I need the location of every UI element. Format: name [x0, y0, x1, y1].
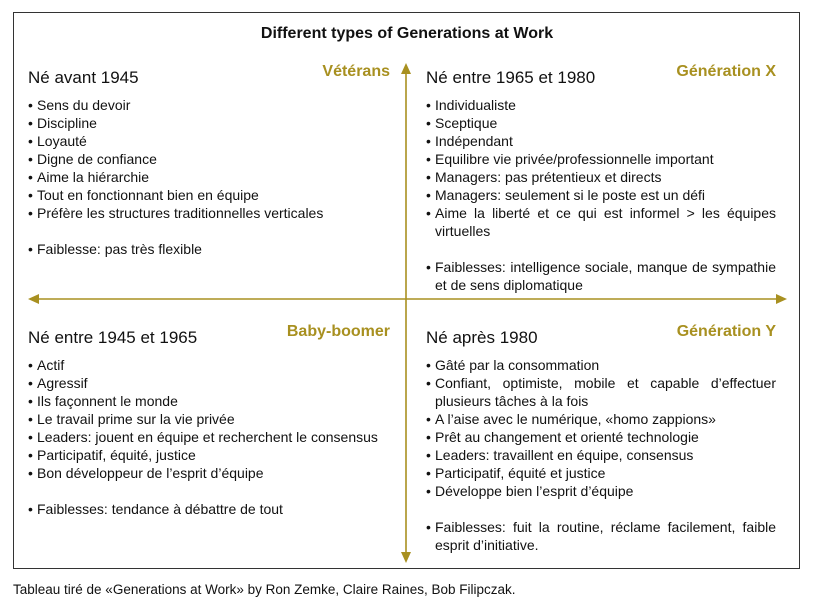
list-item: • Aime la hiérarchie — [28, 168, 390, 186]
list-item: • Développe bien l’esprit d’équipe — [426, 482, 776, 500]
list-item: • Ils façonnent le monde — [28, 392, 390, 410]
birth-period: Né après 1980 — [426, 328, 538, 347]
trait-list — [28, 356, 390, 518]
list-item: • Individualiste — [426, 96, 776, 114]
list-item: • Préfère les structures traditionnelles verticales — [28, 204, 390, 222]
list-item: • A l’aise avec le numérique, «homo zappions» — [426, 410, 776, 428]
birth-period: Né avant 1945 — [28, 68, 139, 87]
list-item: • Aime la liberté et ce qui est informel > les équipes virtuelles — [426, 204, 776, 240]
list-item: • Leaders: travaillent en équipe, consensus — [426, 446, 776, 464]
weakness-item: • Faiblesse: pas très flexible — [28, 240, 390, 258]
list-item: • Discipline — [28, 114, 390, 132]
generation-label: Baby-boomer — [286, 323, 390, 340]
weakness-item: • Faiblesses: intelligence sociale, manque de sympathie et de sens diplomatique — [426, 258, 776, 294]
birth-period: Né entre 1945 et 1965 — [28, 328, 198, 347]
list-item: • Digne de confiance — [28, 150, 390, 168]
generation-label: Vétérans — [322, 63, 390, 80]
list-item: • Prêt au changement et orienté technologie — [426, 428, 776, 446]
list-item: • Sens du devoir — [28, 96, 390, 114]
page-title: Different types of Generations at Work — [260, 25, 554, 42]
generation-label: Génération X — [676, 63, 776, 80]
list-item: • Participatif, équité et justice — [426, 464, 776, 482]
source-caption: Tableau tiré de «Generations at Work» by Ron Zemke, Claire Raines, Bob Filipczak. — [13, 582, 516, 597]
trait-list — [28, 96, 390, 258]
list-item: • Equilibre vie privée/professionnelle important — [426, 150, 776, 168]
list-item: • Leaders: jouent en équipe et recherchent le consensus — [28, 428, 390, 446]
arrow-up-icon — [401, 63, 411, 74]
arrow-right-icon — [776, 294, 787, 304]
list-item: • Loyauté — [28, 132, 390, 150]
generation-label: Génération Y — [676, 323, 776, 340]
arrow-left-icon — [28, 294, 39, 304]
arrow-down-icon — [401, 552, 411, 563]
list-item: • Gâté par la consommation — [426, 356, 776, 374]
list-item: • Managers: pas prétentieux et directs — [426, 168, 776, 186]
birth-period: Né entre 1965 et 1980 — [426, 68, 596, 87]
list-item: • Managers: seulement si le poste est un défi — [426, 186, 776, 204]
trait-list — [426, 356, 776, 554]
quadrant-baby-boomer — [28, 323, 390, 518]
list-item: • Actif — [28, 356, 390, 374]
list-item: • Participatif, équité, justice — [28, 446, 390, 464]
quadrant-veterans — [28, 63, 390, 258]
list-item: • Confiant, optimiste, mobile et capable d’effectuer plusieurs tâches à la fois — [426, 374, 776, 410]
quadrant-generation-y — [426, 323, 776, 554]
list-item: • Sceptique — [426, 114, 776, 132]
trait-list — [426, 96, 776, 294]
list-item: • Agressif — [28, 374, 390, 392]
list-item: • Le travail prime sur la vie privée — [28, 410, 390, 428]
list-item: • Bon développeur de l’esprit d’équipe — [28, 464, 390, 482]
weakness-item: • Faiblesses: tendance à débattre de tout — [28, 500, 390, 518]
quadrant-generation-x — [426, 63, 776, 294]
list-item: • Indépendant — [426, 132, 776, 150]
weakness-item: • Faiblesses: fuit la routine, réclame facilement, faible esprit d’initiative. — [426, 518, 776, 554]
list-item: • Tout en fonctionnant bien en équipe — [28, 186, 390, 204]
